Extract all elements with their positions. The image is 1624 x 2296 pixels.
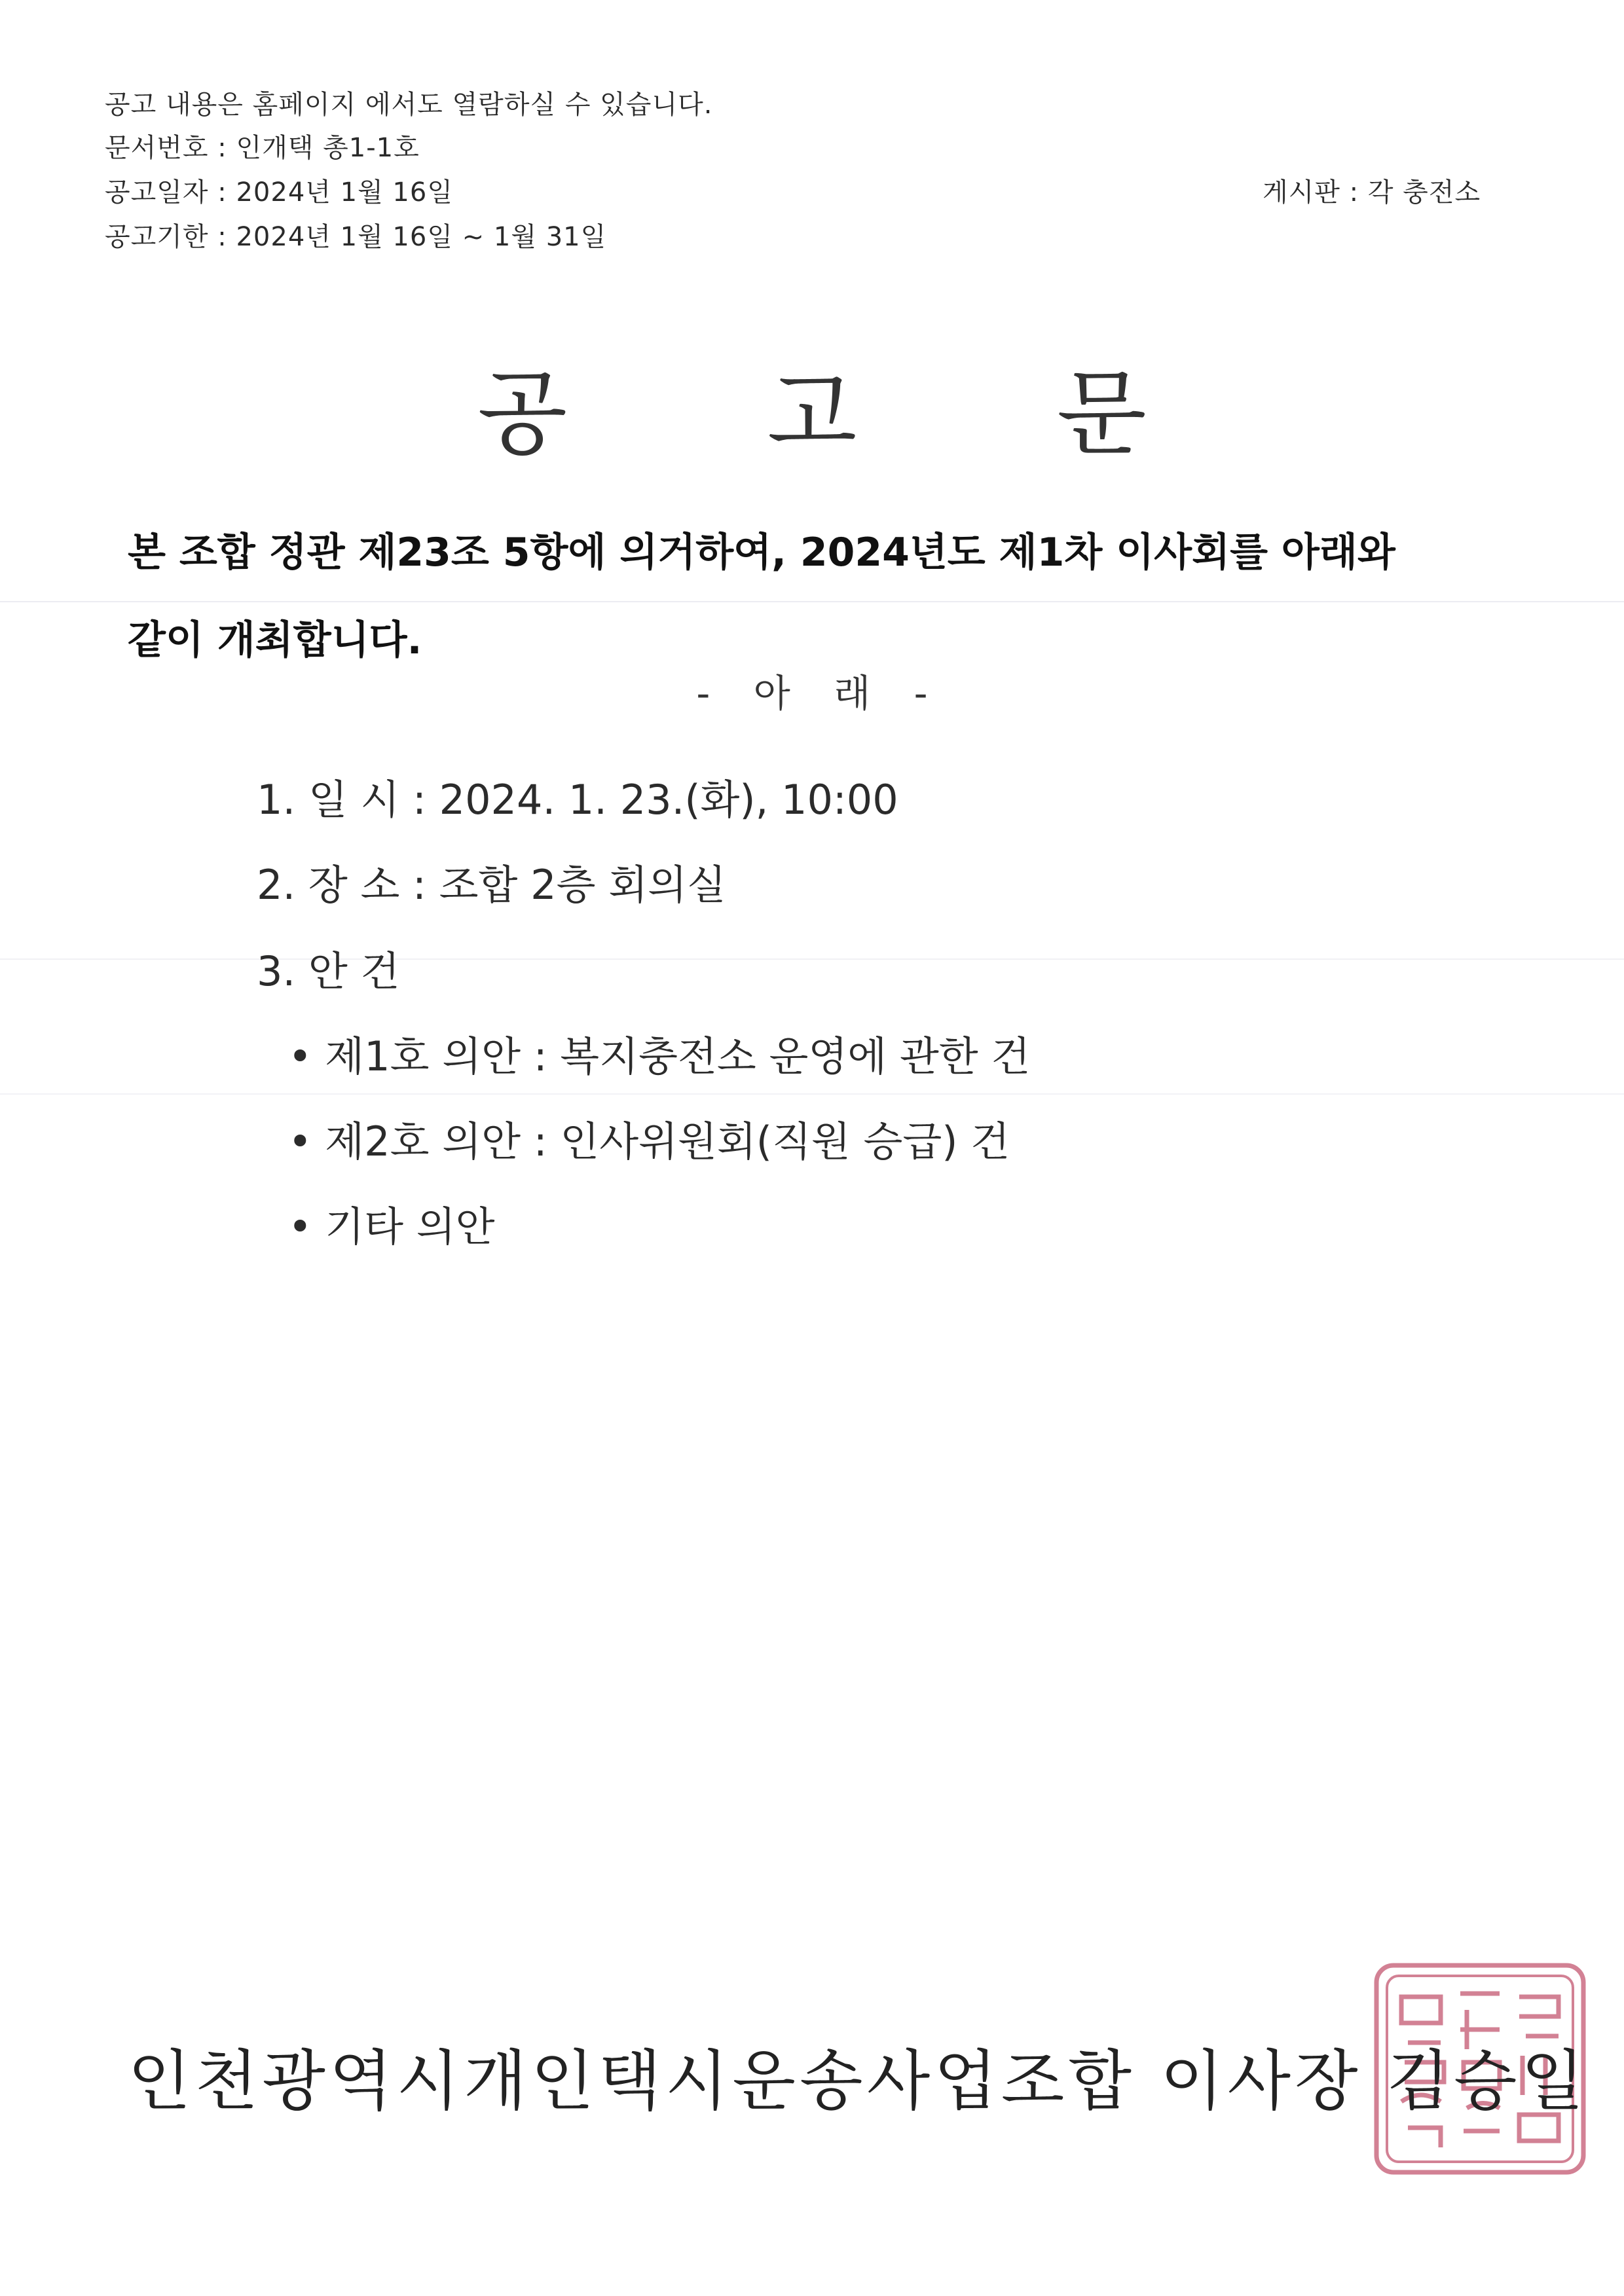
scan-line — [0, 601, 1624, 602]
agenda-item: • 제2호 의안 : 인사위원회(직원 승급) 건 — [288, 1118, 1010, 1165]
scan-line — [0, 1093, 1624, 1095]
agenda-item: • 기타 의안 — [288, 1203, 495, 1250]
meeting-datetime: 1. 일 시 : 2024. 1. 23.(화), 10:00 — [257, 776, 898, 824]
intro-line-2: 같이 개최합니다. — [128, 617, 422, 663]
post-date: 공고일자 : 2024년 1월 16일 — [105, 177, 453, 208]
scan-line — [0, 958, 1624, 960]
agenda-heading: 3. 안 건 — [257, 947, 400, 995]
below-heading: - 아 래 - — [696, 671, 928, 716]
intro-line-1: 본 조합 정관 제23조 5항에 의거하여, 2024년도 제1차 이사회를 아래와 — [128, 530, 1395, 575]
meeting-place: 2. 장 소 : 조합 2층 회의실 — [257, 861, 726, 909]
post-period: 공고기한 : 2024년 1월 16일 ~ 1월 31일 — [105, 222, 607, 252]
document-number: 문서번호 : 인개택 총1-1호 — [105, 133, 420, 163]
homepage-notice: 공고 내용은 홈페이지 에서도 열람하실 수 있습니다. — [105, 90, 713, 120]
signer-name: 인천광역시개인택시운송사업조합 이사장 김승일 — [128, 2043, 1589, 2119]
bulletin-board: 게시판 : 각 충전소 — [1263, 177, 1481, 208]
agenda-item: • 제1호 의안 : 복지충전소 운영에 관한 건 — [288, 1032, 1031, 1080]
page-title: 공 고 문 — [477, 360, 1232, 468]
